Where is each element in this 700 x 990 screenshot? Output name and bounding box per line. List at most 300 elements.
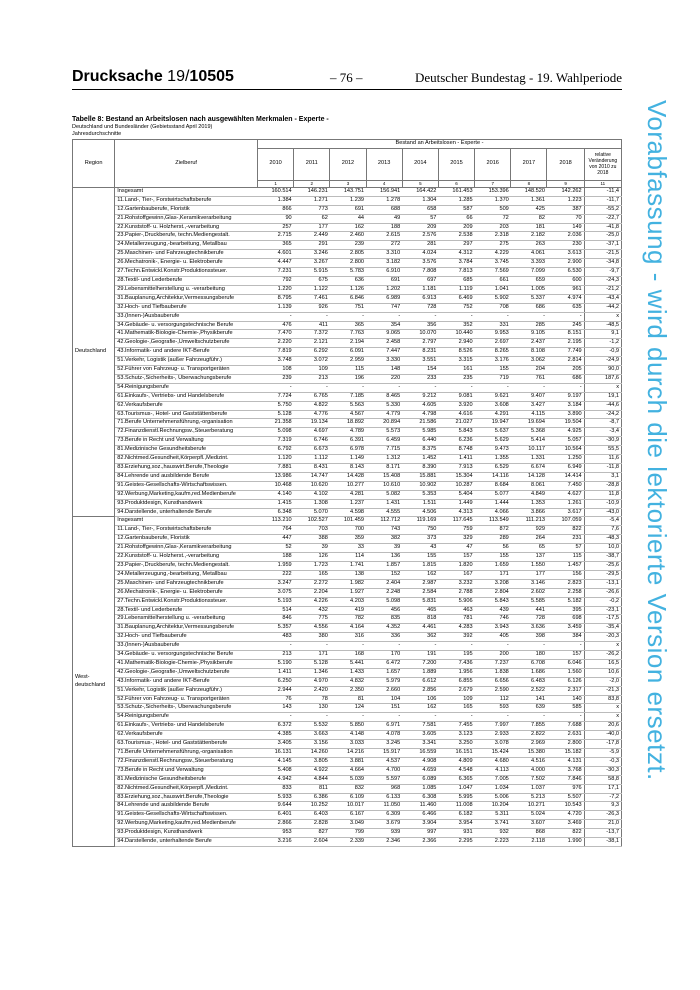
value-cell: 2.295: [438, 838, 474, 847]
relative-change-cell: 17,1: [584, 784, 621, 793]
value-cell: 1.959: [257, 561, 293, 570]
value-cell: 4.281: [330, 490, 366, 499]
value-cell: 1.686: [511, 668, 547, 677]
relative-change-cell: x: [584, 383, 621, 392]
value-cell: 4.113: [475, 766, 511, 775]
value-cell: 447: [257, 535, 293, 544]
relative-change-cell: -25,0: [584, 232, 621, 241]
value-cell: 90: [257, 214, 293, 223]
value-cell: 143: [257, 704, 293, 713]
value-cell: 818: [402, 615, 438, 624]
value-cell: 56: [475, 544, 511, 553]
value-cell: 476: [257, 321, 293, 330]
value-cell: 9.105: [511, 330, 547, 339]
zielberuf-cell: 27.Techn.Entwickl.Konstr.Produktionssteuer.: [115, 597, 258, 606]
value-cell: 213: [257, 651, 293, 660]
value-cell: 114: [330, 553, 366, 562]
value-cell: 16.559: [402, 749, 438, 758]
value-cell: -: [547, 713, 584, 722]
value-cell: -: [402, 642, 438, 651]
relative-change-cell: -21,5: [584, 250, 621, 259]
value-cell: 3.745: [475, 259, 511, 268]
value-cell: 4.229: [475, 250, 511, 259]
value-cell: 3.613: [547, 250, 584, 259]
zielberuf-cell: 61.Einkaufs-, Vertriebs- und Handelsberufe: [115, 392, 258, 401]
value-cell: 19.504: [547, 419, 584, 428]
value-cell: 6.401: [257, 811, 293, 820]
value-cell: -: [366, 383, 402, 392]
value-cell: 3.608: [475, 401, 511, 410]
value-cell: 177: [511, 570, 547, 579]
value-cell: 7.581: [402, 722, 438, 731]
table-row: [73, 579, 622, 588]
zielberuf-cell: 82.Nichtmed.Gesundheit,Körperpfl.,Medizint.: [115, 455, 258, 464]
value-cell: -: [330, 642, 366, 651]
zielberuf-cell: 26.Mechatronik-, Energie- u. Elektroberufe: [115, 259, 258, 268]
relative-change-cell: -3,4: [584, 428, 621, 437]
zielberuf-cell: 34.Gebäude- u. versorgungstechnische Berufe: [115, 651, 258, 660]
value-cell: 6.855: [438, 677, 474, 686]
value-cell: -: [547, 312, 584, 321]
value-cell: 1.550: [511, 561, 547, 570]
value-cell: 2.204: [294, 588, 330, 597]
zielberuf-cell: 21.Rohstoffgewinn,Glas-,Keramikverarbeitung: [115, 544, 258, 553]
value-cell: -: [511, 312, 547, 321]
value-cell: 3.427: [511, 401, 547, 410]
value-cell: 1.149: [330, 455, 366, 464]
zielberuf-cell: 24.Metallerzeugung,-bearbeitung, Metallbau: [115, 241, 258, 250]
table-row: [73, 749, 622, 758]
value-cell: 2.317: [547, 686, 584, 695]
value-cell: 8.231: [402, 348, 438, 357]
relative-change-cell: -24,2: [584, 410, 621, 419]
table-row: [73, 499, 622, 508]
table-row: [73, 535, 622, 544]
column-number: 8: [511, 180, 547, 187]
value-cell: 10.620: [294, 481, 330, 490]
table-row: [73, 544, 622, 553]
value-cell: 411: [294, 321, 330, 330]
table-row: [73, 455, 622, 464]
value-cell: 6.308: [402, 793, 438, 802]
zielberuf-cell: 41.Mathematik-Biologie-Chemie-,Physikberufe: [115, 659, 258, 668]
relative-change-cell: -21,3: [584, 686, 621, 695]
table-row: [73, 294, 622, 303]
relative-change-cell: -35,4: [584, 624, 621, 633]
relative-change-cell: 55,5: [584, 446, 621, 455]
zielberuf-cell: 32.Hoch- und Tiefbauberufe: [115, 303, 258, 312]
value-cell: 257: [257, 223, 293, 232]
value-cell: 2.121: [294, 339, 330, 348]
table-row: [73, 829, 622, 838]
value-cell: -: [511, 642, 547, 651]
value-cell: 6.182: [438, 811, 474, 820]
table-title: Tabelle 8: Bestand an Arbeitslosen nach ausgewählten Merkmalen - Experte -: [72, 116, 329, 123]
value-cell: 168: [330, 651, 366, 660]
value-cell: 3.881: [330, 757, 366, 766]
zielberuf-cell: 72.Finanzdienstl.Rechnungsw.,Steuerberatung: [115, 428, 258, 437]
value-cell: 7.436: [438, 659, 474, 668]
table-row: [73, 241, 622, 250]
value-cell: 1.982: [330, 579, 366, 588]
relative-change-cell: -21,2: [584, 285, 621, 294]
value-cell: 6.746: [294, 437, 330, 446]
value-cell: 463: [438, 606, 474, 615]
relative-change-cell: -23,1: [584, 606, 621, 615]
table-row: [73, 838, 622, 847]
value-cell: 782: [330, 615, 366, 624]
value-cell: 931: [438, 829, 474, 838]
value-cell: 8.171: [366, 464, 402, 473]
value-cell: 14.128: [511, 472, 547, 481]
relative-change-cell: 58,8: [584, 775, 621, 784]
relative-change-cell: -43,0: [584, 508, 621, 517]
relative-change-cell: 187,6: [584, 374, 621, 383]
value-cell: 171: [475, 570, 511, 579]
value-cell: 3.156: [294, 740, 330, 749]
value-cell: 11.460: [402, 802, 438, 811]
relative-change-cell: -29,5: [584, 570, 621, 579]
value-cell: 14.260: [294, 749, 330, 758]
value-cell: 7.470: [257, 330, 293, 339]
value-cell: 639: [511, 704, 547, 713]
value-cell: -: [438, 642, 474, 651]
value-cell: 10.017: [330, 802, 366, 811]
value-cell: 743: [366, 526, 402, 535]
relative-change-cell: -1,2: [584, 339, 621, 348]
value-cell: 177: [294, 223, 330, 232]
value-cell: 868: [511, 829, 547, 838]
value-cell: 3.866: [511, 508, 547, 517]
zielberuf-cell: 23.Papier-,Druckberufe, techn.Mediengestalt.: [115, 561, 258, 570]
value-cell: 1.119: [438, 285, 474, 294]
value-cell: 4.832: [330, 677, 366, 686]
value-cell: 3.049: [330, 820, 366, 829]
value-cell: 5.408: [257, 766, 293, 775]
relative-change-cell: -11,4: [584, 187, 621, 196]
value-cell: 2.800: [547, 740, 584, 749]
value-cell: 833: [257, 784, 293, 793]
value-cell: 2.118: [511, 838, 547, 847]
value-cell: 1.220: [257, 285, 293, 294]
relative-change-cell: -55,2: [584, 205, 621, 214]
value-cell: 4.352: [366, 624, 402, 633]
value-cell: 4.000: [511, 766, 547, 775]
value-cell: 1.355: [475, 455, 511, 464]
value-cell: 44: [330, 214, 366, 223]
value-cell: 165: [438, 704, 474, 713]
value-cell: 3.784: [438, 259, 474, 268]
table-row: [73, 437, 622, 446]
value-cell: 5.006: [475, 793, 511, 802]
value-cell: 143.751: [330, 187, 366, 196]
value-cell: 101.459: [330, 517, 366, 526]
zielberuf-cell: 12.Gartenbauberufe, Floristik: [115, 535, 258, 544]
value-cell: 6.971: [366, 722, 402, 731]
value-cell: 5.906: [438, 597, 474, 606]
value-cell: 9.212: [402, 392, 438, 401]
relative-change-cell: -40,0: [584, 731, 621, 740]
value-cell: 209: [402, 223, 438, 232]
value-cell: 15.408: [366, 472, 402, 481]
relative-change-cell: -34,8: [584, 259, 621, 268]
value-cell: 7.237: [475, 659, 511, 668]
value-cell: 380: [294, 633, 330, 642]
value-cell: 1.037: [511, 784, 547, 793]
table-row: [73, 793, 622, 802]
relative-change-cell: x: [584, 713, 621, 722]
value-cell: 4.974: [547, 294, 584, 303]
value-cell: 263: [511, 241, 547, 250]
value-cell: 395: [547, 606, 584, 615]
value-cell: 2.350: [330, 686, 366, 695]
value-cell: 439: [475, 606, 511, 615]
table-row: [73, 285, 622, 294]
value-cell: -: [438, 312, 474, 321]
value-cell: 6.309: [366, 811, 402, 820]
value-cell: 4.779: [366, 410, 402, 419]
value-cell: 751: [330, 303, 366, 312]
value-cell: 4.776: [294, 410, 330, 419]
zielberuf-cell: 54.Reinigungsberufe: [115, 383, 258, 392]
value-cell: -: [475, 713, 511, 722]
value-cell: 1.331: [511, 455, 547, 464]
zielberuf-cell: 43.Informatik- und andere IKT-Berufe: [115, 348, 258, 357]
value-cell: 728: [511, 615, 547, 624]
value-cell: 10.610: [366, 481, 402, 490]
value-cell: 4.798: [402, 410, 438, 419]
value-cell: 3.904: [402, 820, 438, 829]
relative-change-cell: 11,8: [584, 490, 621, 499]
value-cell: 291: [294, 241, 330, 250]
value-cell: 6.133: [366, 793, 402, 802]
table-row: [73, 651, 622, 660]
value-cell: 20.894: [366, 419, 402, 428]
zielberuf-cell: 42.Geologie-,Geografie-,Umweltschutzberufe: [115, 668, 258, 677]
relative-change-cell: -5,4: [584, 517, 621, 526]
relative-change-cell: -25,6: [584, 561, 621, 570]
zielberuf-cell: Insgesamt: [115, 517, 258, 526]
value-cell: 21.358: [257, 419, 293, 428]
relative-change-cell: -38,1: [584, 838, 621, 847]
value-cell: -: [511, 383, 547, 392]
value-cell: 419: [330, 606, 366, 615]
region-column-header: Region: [73, 140, 115, 188]
value-cell: 2.420: [294, 686, 330, 695]
zielberuf-cell: 12.Gartenbauberufe, Floristik: [115, 205, 258, 214]
value-cell: 6.910: [366, 268, 402, 277]
zielberuf-cell: 83.Erziehung,soz.,hauswirt.Berufe,Theologie: [115, 464, 258, 473]
value-cell: 6.109: [330, 793, 366, 802]
value-cell: 191: [402, 651, 438, 660]
value-cell: 2.258: [547, 588, 584, 597]
value-cell: 719: [475, 374, 511, 383]
year-header-2010: 2010: [257, 148, 293, 180]
value-cell: 4.908: [402, 757, 438, 766]
year-header-2013: 2013: [366, 148, 402, 180]
value-cell: 2.900: [547, 259, 584, 268]
value-cell: 153.396: [475, 187, 511, 196]
value-cell: 7.502: [511, 775, 547, 784]
value-cell: 6.372: [257, 722, 293, 731]
column-number: 9: [547, 180, 584, 187]
value-cell: 6.365: [438, 775, 474, 784]
table-row: [73, 722, 622, 731]
table-row: [73, 348, 622, 357]
value-cell: 5.414: [511, 437, 547, 446]
value-cell: -: [366, 713, 402, 722]
value-cell: 3.075: [257, 588, 293, 597]
zielberuf-cell: 92.Werbung,Marketing,kaufm,red.Medienberufe: [115, 820, 258, 829]
zielberuf-cell: 43.Informatik- und andere IKT-Berufe: [115, 677, 258, 686]
value-cell: 1.237: [330, 499, 366, 508]
value-cell: 275: [475, 241, 511, 250]
value-cell: 126: [294, 553, 330, 562]
zielberuf-cell: 51.Verkehr, Logistik (außer Fahrzeugführ.): [115, 686, 258, 695]
value-cell: -: [257, 642, 293, 651]
value-cell: 3.062: [511, 357, 547, 366]
value-cell: 4.148: [330, 731, 366, 740]
value-cell: 164.422: [402, 187, 438, 196]
value-cell: 21.586: [402, 419, 438, 428]
value-cell: 78: [294, 695, 330, 704]
zielberuf-cell: 32.Hoch- und Tiefbauberufe: [115, 633, 258, 642]
value-cell: 209: [438, 223, 474, 232]
zielberuf-cell: 28.Textil- und Lederberufe: [115, 276, 258, 285]
value-cell: 3.741: [475, 820, 511, 829]
value-cell: 8.684: [475, 481, 511, 490]
value-cell: 4.627: [547, 490, 584, 499]
value-cell: 1.431: [366, 499, 402, 508]
table-row: [73, 428, 622, 437]
table-row: [73, 659, 622, 668]
relative-change-cell: -28,8: [584, 481, 621, 490]
value-cell: 72: [475, 214, 511, 223]
zielberuf-cell: 61.Einkaufs-, Vertriebs- und Handelsberufe: [115, 722, 258, 731]
draft-watermark: Vorabfassung - wird durch die lektorierte Version ersetzt.: [642, 100, 672, 781]
value-cell: 15.881: [402, 472, 438, 481]
value-cell: 3.146: [511, 579, 547, 588]
value-cell: -: [475, 642, 511, 651]
value-cell: 6.292: [294, 348, 330, 357]
value-cell: 329: [438, 535, 474, 544]
table-row: [73, 268, 622, 277]
value-cell: 7.749: [547, 348, 584, 357]
value-cell: 2.804: [475, 588, 511, 597]
value-cell: 691: [330, 205, 366, 214]
value-cell: 929: [511, 526, 547, 535]
value-cell: 4.102: [294, 490, 330, 499]
value-cell: 203: [475, 223, 511, 232]
value-cell: 5.995: [438, 793, 474, 802]
value-cell: 112: [475, 695, 511, 704]
value-cell: 1.411: [438, 455, 474, 464]
value-cell: 600: [547, 276, 584, 285]
value-cell: 514: [257, 606, 293, 615]
value-cell: 148.520: [511, 187, 547, 196]
value-cell: 2.940: [438, 339, 474, 348]
value-cell: 5.368: [511, 428, 547, 437]
value-cell: 52: [257, 544, 293, 553]
value-cell: 3.267: [294, 259, 330, 268]
value-cell: 1.433: [330, 668, 366, 677]
value-cell: 2.195: [547, 339, 584, 348]
value-cell: 239: [330, 241, 366, 250]
value-cell: 4.461: [402, 624, 438, 633]
value-cell: 119.169: [402, 517, 438, 526]
value-cell: 5.190: [257, 659, 293, 668]
value-cell: 47: [438, 544, 474, 553]
value-cell: 6.949: [547, 464, 584, 473]
value-cell: 130: [294, 704, 330, 713]
table-row: [73, 410, 622, 419]
value-cell: 698: [547, 615, 584, 624]
value-cell: 2.590: [475, 686, 511, 695]
value-cell: 2.822: [511, 731, 547, 740]
value-cell: 3.310: [366, 250, 402, 259]
zielberuf-cell: 72.Finanzdienstl.Rechnungsw.,Steuerberatung: [115, 757, 258, 766]
value-cell: 6.989: [366, 294, 402, 303]
value-cell: 6.656: [475, 677, 511, 686]
value-cell: 658: [402, 205, 438, 214]
value-cell: 2.679: [438, 686, 474, 695]
value-cell: 352: [438, 321, 474, 330]
value-cell: 1.889: [402, 668, 438, 677]
zielberuf-cell: 54.Reinigungsberufe: [115, 713, 258, 722]
value-cell: 136: [366, 553, 402, 562]
table-row: [73, 517, 622, 526]
value-cell: 2.805: [330, 250, 366, 259]
value-cell: 3.469: [547, 820, 584, 829]
value-cell: 281: [402, 241, 438, 250]
value-cell: 2.272: [294, 579, 330, 588]
value-cell: 3.315: [438, 357, 474, 366]
value-cell: 3.216: [257, 838, 293, 847]
relative-change-cell: -44,2: [584, 303, 621, 312]
zielberuf-cell: 81.Medizinische Gesundheitsberufe: [115, 775, 258, 784]
value-cell: 2.182: [511, 232, 547, 241]
value-cell: 19.134: [294, 419, 330, 428]
value-cell: 49: [366, 214, 402, 223]
value-cell: 10.277: [330, 481, 366, 490]
group-column-header: Bestand an Arbeitslosen - Experte -: [257, 140, 621, 149]
value-cell: 204: [511, 366, 547, 375]
value-cell: 5.985: [402, 428, 438, 437]
value-cell: 1.723: [294, 561, 330, 570]
value-cell: 365: [330, 321, 366, 330]
zielberuf-cell: 21.Rohstoffgewinn,Glas-,Keramikverarbeitung: [115, 214, 258, 223]
value-cell: 6.348: [257, 508, 293, 517]
value-cell: -: [547, 642, 584, 651]
value-cell: 691: [366, 276, 402, 285]
value-cell: 4.145: [257, 757, 293, 766]
value-cell: 15.917: [366, 749, 402, 758]
value-cell: 926: [294, 303, 330, 312]
value-cell: 7.099: [511, 268, 547, 277]
relative-change-cell: -8,7: [584, 419, 621, 428]
value-cell: 205: [547, 366, 584, 375]
value-cell: 2.437: [511, 339, 547, 348]
table-row: [73, 633, 622, 642]
value-cell: 6.483: [511, 677, 547, 686]
value-cell: 137: [511, 553, 547, 562]
table-row: [73, 321, 622, 330]
value-cell: 7.447: [366, 348, 402, 357]
value-cell: 5.979: [366, 677, 402, 686]
table-caption: [72, 115, 622, 138]
value-cell: 21.027: [438, 419, 474, 428]
table-row: [73, 276, 622, 285]
